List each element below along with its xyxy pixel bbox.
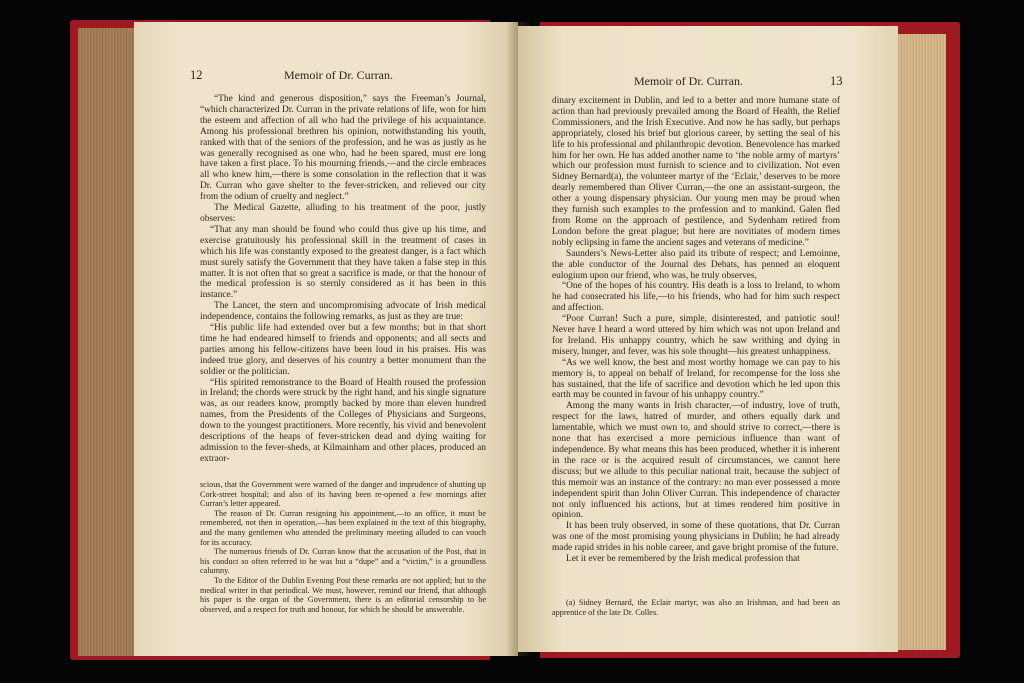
right-running-head: Memoir of Dr. Curran.: [634, 74, 743, 88]
left-body-text: [200, 94, 486, 465]
left-footnotes: [200, 480, 486, 614]
left-page-number: 12: [190, 68, 203, 82]
left-footnote: The numerous friends of Dr. Curran know that the accusation of the Post, that in his conduct so often referred to he was but a “dupe” and a “victim,” is a groundless calumny.: [200, 547, 486, 576]
page-edges-right: [896, 34, 946, 650]
right-paragraph: Let it ever be remembered by the Irish medical profession that: [566, 554, 800, 565]
left-footnote: The reason of Dr. Curran resigning his appointment,—to an office, it must be remembered, not then in operation,—has been explained in the text of this biography, and the many gentlemen who attended the preliminary meeting alluded to can vouch for its accuracy.: [200, 508, 486, 547]
right-paragraph: “As we well know, the best and most worthy homage we can pay to his memory is, to appeal on behalf of Ireland, for recompense for the loss she has sustained, that the life of sacrifice and devotion which he led upon this earth may be counted in favour of his unhappy country.”: [552, 357, 840, 401]
left-page: [134, 22, 518, 656]
right-paragraph: “Poor Curran! Such a pure, simple, disinterested, and patriotic soul! Never have I heard a word uttered by him which was not upon Ireland and for Ireland. His unhappy country, which he saw writhing and dying in misery, hunger, and fever, was his sole thought—his greatest unhappiness.: [552, 314, 840, 357]
right-paragraph: It has been truly observed, in some of these quotations, that Dr. Curran was one of the most promising young physicians in Dublin; he had already made rapid strides in his noble career, and gave bright promise of the future.: [552, 521, 840, 554]
right-page: [518, 26, 898, 652]
open-book: [70, 14, 960, 664]
right-paragraph: Among the many wants in Irish character,—of industry, love of truth, respect for the laws, hatred of murder, and others equally dark and lamentable, which we must own to, and should strive to correct,—there is none that has exercised a more pernicious influence than want of independence. By what means this has been produced, whether it is inherent in the race or is the acquired result of circumstances, we cannot here discuss; but we allude to this peculiar national trait, because the subject of this memoir was an instance of the contrary: no man ever possessed a more independent spirit than John Oliver Curran. This independence of character not only influenced his actions, but at times rendered him positive in opinion.: [552, 401, 840, 521]
right-page-number: 13: [830, 74, 843, 88]
left-paragraph: “The kind and generous disposition,” says the Freeman’s Journal, “which characterized Dr. Curran in the private relations of life, won for him the esteem and affection of all who had the privilege of his acquaintance. Among his professional brethren his opinion, notwithstanding his youth, ranked with that of the seniors of the profession, and he was as justly as he was generally recognised as one who, had he been spared, must ere long have taken a first place. To his mourning friends,—and the circle embraces all who knew him,—there is some consolation in the reflection that it was Dr. Curran who gave shelter to the fever-stricken, and relieved our city from the odium of cruelty and neglect.”: [200, 94, 486, 203]
left-footnote: To the Editor of the Dublin Evening Post these remarks are not applied; but to the medical writer in that periodical. We must, however, remind our friend, that although his paper is the organ of the Government, there is an editorial censorship to be observed, and a respect for truth and honour, for which he should be answerable.: [200, 575, 486, 614]
left-paragraph: The Lancet, the stern and uncompromising advocate of Irish medical independence, contains the following remarks, as just as they are true:: [200, 301, 486, 323]
left-footnote: scious, that the Government were warned of the danger and imprudence of shutting up Cork-street hospital; and also of its having been re-opened a few mornings after Curran’s letter appeared.: [200, 480, 486, 509]
left-running-head: Memoir of Dr. Curran.: [284, 68, 393, 82]
left-paragraph: The Medical Gazette, alluding to his treatment of the poor, justly observes:: [200, 203, 486, 224]
left-paragraph: “That any man should be found who could thus give up his time, and exercise gratuitously his professional skill in the treatment of cases in which his life was constantly exposed to the greatest danger, is a fact which must surely satisfy the Government that they have taken a false step in this matter. It is not often that so great a sacrifice is made, or that the honour of the medical profession is so sternly considered as it has been in this instance.”: [200, 224, 486, 301]
right-footnotes: [552, 598, 840, 617]
right-paragraph: dinary excitement in Dublin, and led to a better and more humane state of action than had previously prevailed among the Board of Health, the Relief Commissioners, and the Irish Executive. And now he has sadly, but perhaps appropriately, closed his brief but glorious career, by setting the seal of his life to his professional and philanthropic devotion. Benevolence has marked him for her own. He has added another name to ‘the noble army of martyrs’ which our profession must furnish to science and to civilization. Not even Sidney Bernard(a), the volunteer martyr of the ‘Eclair,’ deserves to be more dearly remembered than Oliver Curran,—the one an assistant-surgeon, the other a young dispensary physician. Our young men may be proud when they furnish such examples to the profession and to mankind. Galen fled from Rome on the approach of pestilence, and Sydenham retired from London before the great plague; but here are novitiates of modern times nobly eclipsing in fame the ancient sages and veterans of medicine.”: [552, 96, 840, 248]
left-paragraph: “His public life had extended over but a few months; but in that short time he had endeared himself to friends and opponents; and all sects and parties among his fellow-citizens have been loud in his praises. His was indeed true glory, and deserves of his country a better monument than the soldier or the politician.: [200, 323, 486, 377]
page-edges-left: [78, 28, 136, 656]
right-paragraph: “One of the hopes of his country. His death is a loss to Ireland, to whom he had consecrated his life,—to his friends, who had for him such respect and affection.: [552, 281, 840, 314]
right-footnote: (a) Sidney Bernard, the Eclair martyr, was also an Irishman, and had been an apprentice of the late Dr. Colles.: [552, 598, 840, 617]
right-body-text: [552, 96, 840, 565]
right-paragraph: Saunders’s News-Letter also paid its tribute of respect; and Lemoinne, the able conductor of the Journal des Debats, has penned an eloquent eulogium upon our friend, who was, he truly observes,: [552, 248, 840, 281]
left-paragraph: “His spirited remonstrance to the Board of Health roused the profession in Ireland; the chords were struck by the right hand, and his single signature was, as our readers know, promptly backed by more than eleven hundred names, from the Presidents of the Colleges of Physicians and Surgeons, down to the youngest practitioners. More recently, his vivid and benevolent descriptions of the heaps of fever-stricken dead and dying waiting for admission to the fever-sheds, at Kilmainham and other places, produced an extraor-: [200, 377, 486, 464]
